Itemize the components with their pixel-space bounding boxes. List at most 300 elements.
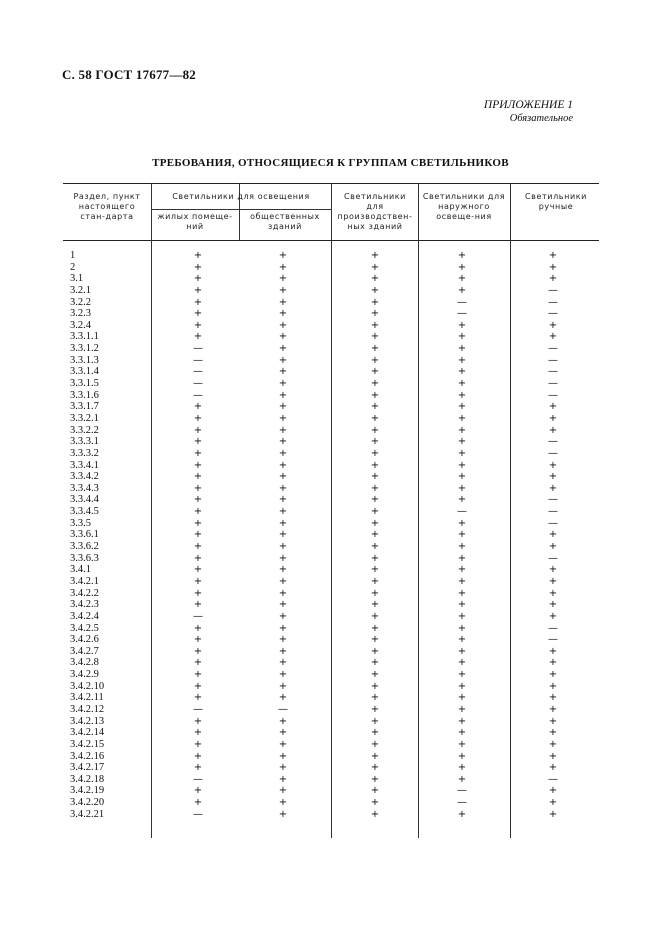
- handheld-cell: +: [548, 610, 558, 622]
- residential-cell: +: [193, 680, 203, 692]
- handheld-cell: +: [548, 645, 558, 657]
- public-cell: +: [278, 762, 288, 774]
- outdoor-cell: +: [457, 401, 467, 413]
- section-cell: 3.4.2.11: [70, 692, 104, 704]
- outdoor-cell: —: [457, 296, 467, 308]
- table-row: [63, 494, 599, 506]
- handheld-cell: +: [548, 750, 558, 762]
- public-cell: +: [278, 517, 288, 529]
- table-row: [63, 378, 599, 390]
- public-cell: +: [278, 436, 288, 448]
- public-cell: +: [278, 715, 288, 727]
- table-row: [63, 506, 599, 518]
- outdoor-cell: +: [457, 552, 467, 564]
- section-cell: 3.3.6.1: [70, 529, 99, 541]
- public-cell: +: [278, 354, 288, 366]
- section-cell: 3.3.3.2: [70, 447, 99, 459]
- residential-cell: —: [193, 773, 203, 785]
- public-cell: +: [278, 692, 288, 704]
- residential-cell: +: [193, 552, 203, 564]
- table-row: [63, 785, 599, 797]
- residential-cell: —: [193, 366, 203, 378]
- section-cell: 3.2.4: [70, 319, 91, 331]
- section-cell: 3.3.1.2: [70, 343, 99, 355]
- industrial-cell: +: [370, 343, 380, 355]
- section-cell: 3.4.2.2: [70, 587, 99, 599]
- industrial-cell: +: [370, 715, 380, 727]
- section-cell: 3.4.2.8: [70, 657, 99, 669]
- outdoor-cell: —: [457, 506, 467, 518]
- table-row: [63, 646, 599, 658]
- industrial-cell: +: [370, 599, 380, 611]
- section-cell: 3.4.2.3: [70, 599, 99, 611]
- section-cell: 3.3.4.1: [70, 459, 99, 471]
- outdoor-cell: +: [457, 319, 467, 331]
- residential-cell: +: [193, 273, 203, 285]
- section-cell: 3.1: [70, 273, 84, 285]
- table-row: [63, 448, 599, 460]
- table-row: [63, 425, 599, 437]
- section-cell: 3.2.2: [70, 296, 91, 308]
- table-row: [63, 390, 599, 402]
- col-header-outdoor: Светильники для наружного освеще-ния: [422, 192, 506, 221]
- table-row: [63, 716, 599, 728]
- residential-cell: —: [193, 343, 203, 355]
- outdoor-cell: +: [457, 424, 467, 436]
- public-cell: +: [278, 343, 288, 355]
- handheld-cell: +: [548, 331, 558, 343]
- outdoor-cell: +: [457, 459, 467, 471]
- public-cell: +: [278, 808, 288, 820]
- table-row: [63, 797, 599, 809]
- section-cell: 3.3.3.1: [70, 436, 99, 448]
- industrial-cell: +: [370, 703, 380, 715]
- residential-cell: —: [193, 703, 203, 715]
- handheld-cell: —: [548, 343, 558, 355]
- outdoor-cell: +: [457, 412, 467, 424]
- handheld-cell: +: [548, 250, 558, 261]
- table-row: [63, 774, 599, 786]
- residential-cell: +: [193, 657, 203, 669]
- public-cell: +: [278, 552, 288, 564]
- table-row: [63, 471, 599, 483]
- section-cell: 3.3.6.2: [70, 541, 99, 553]
- residential-cell: —: [193, 378, 203, 390]
- handheld-cell: +: [548, 564, 558, 576]
- residential-cell: +: [193, 645, 203, 657]
- table-row: [63, 599, 599, 611]
- industrial-cell: +: [370, 250, 380, 261]
- handheld-cell: +: [548, 575, 558, 587]
- handheld-cell: +: [548, 808, 558, 820]
- outdoor-cell: +: [457, 680, 467, 692]
- public-cell: +: [278, 273, 288, 285]
- table-row: [63, 529, 599, 541]
- residential-cell: +: [193, 319, 203, 331]
- outdoor-cell: +: [457, 471, 467, 483]
- table-row: [63, 297, 599, 309]
- section-cell: 3.3.1.3: [70, 354, 99, 366]
- section-cell: 3.3.4.5: [70, 506, 99, 518]
- outdoor-cell: +: [457, 250, 467, 261]
- industrial-cell: +: [370, 319, 380, 331]
- handheld-cell: +: [548, 669, 558, 681]
- handheld-cell: +: [548, 797, 558, 809]
- handheld-cell: —: [548, 284, 558, 296]
- table-row: [63, 355, 599, 367]
- residential-cell: +: [193, 331, 203, 343]
- section-cell: 3.3.6.3: [70, 552, 99, 564]
- table-row: [63, 320, 599, 332]
- handheld-cell: —: [548, 634, 558, 646]
- section-cell: 3.4.1: [70, 564, 91, 576]
- table-row: [63, 588, 599, 600]
- industrial-cell: +: [370, 517, 380, 529]
- residential-cell: +: [193, 471, 203, 483]
- handheld-cell: +: [548, 401, 558, 413]
- outdoor-cell: +: [457, 669, 467, 681]
- public-cell: +: [278, 378, 288, 390]
- table-row: [63, 401, 599, 413]
- residential-cell: +: [193, 401, 203, 413]
- outdoor-cell: +: [457, 273, 467, 285]
- outdoor-cell: +: [457, 622, 467, 634]
- industrial-cell: +: [370, 738, 380, 750]
- handheld-cell: +: [548, 412, 558, 424]
- public-cell: +: [278, 680, 288, 692]
- handheld-cell: —: [548, 773, 558, 785]
- table-row: [63, 669, 599, 681]
- residential-cell: +: [193, 575, 203, 587]
- residential-cell: +: [193, 261, 203, 273]
- industrial-cell: +: [370, 412, 380, 424]
- residential-cell: +: [193, 447, 203, 459]
- public-cell: +: [278, 785, 288, 797]
- industrial-cell: +: [370, 622, 380, 634]
- handheld-cell: +: [548, 273, 558, 285]
- col-header-indoor-group: Светильники для освещения: [172, 192, 310, 201]
- handheld-cell: —: [548, 552, 558, 564]
- col-header-industrial: Светильники для производствен-ных зданий: [337, 192, 413, 231]
- public-cell: +: [278, 645, 288, 657]
- outdoor-cell: +: [457, 517, 467, 529]
- section-cell: 3.3.1.5: [70, 378, 99, 390]
- table-row: [63, 809, 599, 821]
- outdoor-cell: +: [457, 343, 467, 355]
- public-cell: +: [278, 669, 288, 681]
- table-row: [63, 762, 599, 774]
- residential-cell: +: [193, 424, 203, 436]
- handheld-cell: +: [548, 703, 558, 715]
- industrial-cell: +: [370, 424, 380, 436]
- residential-cell: +: [193, 785, 203, 797]
- table-row: [63, 436, 599, 448]
- industrial-cell: +: [370, 389, 380, 401]
- public-cell: +: [278, 284, 288, 296]
- outdoor-cell: +: [457, 610, 467, 622]
- section-cell: 3.3.1.4: [70, 366, 99, 378]
- industrial-cell: +: [370, 750, 380, 762]
- industrial-cell: +: [370, 378, 380, 390]
- public-cell: +: [278, 308, 288, 320]
- outdoor-cell: +: [457, 284, 467, 296]
- public-cell: —: [278, 703, 288, 715]
- section-cell: 3.4.2.12: [70, 703, 105, 715]
- handheld-cell: +: [548, 692, 558, 704]
- residential-cell: +: [193, 762, 203, 774]
- table-row: [63, 273, 599, 285]
- handheld-cell: +: [548, 459, 558, 471]
- outdoor-cell: +: [457, 261, 467, 273]
- public-cell: +: [278, 424, 288, 436]
- outdoor-cell: +: [457, 657, 467, 669]
- handheld-cell: —: [548, 436, 558, 448]
- industrial-cell: +: [370, 634, 380, 646]
- outdoor-cell: +: [457, 331, 467, 343]
- industrial-cell: +: [370, 727, 380, 739]
- public-cell: +: [278, 447, 288, 459]
- outdoor-cell: +: [457, 634, 467, 646]
- residential-cell: —: [193, 610, 203, 622]
- outdoor-cell: +: [457, 750, 467, 762]
- col-header-section: Раздел, пункт настоящего стан-дарта: [73, 192, 141, 221]
- section-cell: 3.4.2.17: [70, 762, 105, 774]
- table-row: [63, 634, 599, 646]
- industrial-cell: +: [370, 552, 380, 564]
- table-row: [63, 727, 599, 739]
- section-cell: 3.4.2.5: [70, 622, 99, 634]
- industrial-cell: +: [370, 308, 380, 320]
- public-cell: +: [278, 587, 288, 599]
- handheld-cell: —: [548, 622, 558, 634]
- table-row: [63, 692, 599, 704]
- industrial-cell: +: [370, 354, 380, 366]
- col-header-handheld: Светильники ручные: [525, 192, 587, 211]
- table-row: [63, 343, 599, 355]
- outdoor-cell: +: [457, 587, 467, 599]
- outdoor-cell: +: [457, 447, 467, 459]
- outdoor-cell: +: [457, 564, 467, 576]
- industrial-cell: +: [370, 680, 380, 692]
- table-row: [63, 250, 599, 262]
- handheld-cell: +: [548, 424, 558, 436]
- table-row: [63, 751, 599, 763]
- industrial-cell: +: [370, 785, 380, 797]
- public-cell: +: [278, 412, 288, 424]
- residential-cell: —: [193, 808, 203, 820]
- handheld-cell: +: [548, 657, 558, 669]
- residential-cell: —: [193, 354, 203, 366]
- outdoor-cell: —: [457, 785, 467, 797]
- table-row: [63, 611, 599, 623]
- section-cell: 3.4.2.19: [70, 785, 105, 797]
- industrial-cell: +: [370, 773, 380, 785]
- table-row: [63, 308, 599, 320]
- residential-cell: +: [193, 494, 203, 506]
- handheld-cell: +: [548, 471, 558, 483]
- outdoor-cell: +: [457, 529, 467, 541]
- industrial-cell: +: [370, 808, 380, 820]
- table-body: [63, 250, 599, 820]
- section-cell: 3.4.2.16: [70, 750, 105, 762]
- table-row: [63, 331, 599, 343]
- public-cell: +: [278, 506, 288, 518]
- public-cell: +: [278, 389, 288, 401]
- public-cell: +: [278, 797, 288, 809]
- industrial-cell: +: [370, 575, 380, 587]
- outdoor-cell: +: [457, 762, 467, 774]
- table-row: [63, 262, 599, 274]
- residential-cell: +: [193, 622, 203, 634]
- handheld-cell: —: [548, 296, 558, 308]
- outdoor-cell: +: [457, 703, 467, 715]
- residential-cell: +: [193, 436, 203, 448]
- section-cell: 3.3.1.6: [70, 389, 99, 401]
- outdoor-cell: +: [457, 727, 467, 739]
- public-cell: +: [278, 459, 288, 471]
- industrial-cell: +: [370, 273, 380, 285]
- residential-cell: +: [193, 541, 203, 553]
- section-cell: 3.4.2.13: [70, 715, 105, 727]
- residential-cell: +: [193, 250, 203, 261]
- residential-cell: +: [193, 517, 203, 529]
- outdoor-cell: —: [457, 308, 467, 320]
- handheld-cell: +: [548, 738, 558, 750]
- residential-cell: +: [193, 529, 203, 541]
- public-cell: +: [278, 750, 288, 762]
- public-cell: +: [278, 319, 288, 331]
- residential-cell: +: [193, 412, 203, 424]
- section-cell: 3.4.2.15: [70, 738, 105, 750]
- residential-cell: +: [193, 750, 203, 762]
- table-row: [63, 285, 599, 297]
- outdoor-cell: +: [457, 354, 467, 366]
- table-row: [63, 413, 599, 425]
- industrial-cell: +: [370, 645, 380, 657]
- section-cell: 3.4.2.10: [70, 680, 105, 692]
- section-cell: 3.3.2.1: [70, 412, 99, 424]
- handheld-cell: +: [548, 319, 558, 331]
- public-cell: +: [278, 634, 288, 646]
- table-row: [63, 623, 599, 635]
- industrial-cell: +: [370, 657, 380, 669]
- table-row: [63, 564, 599, 576]
- page-header: С. 58 ГОСТ 17677—82: [62, 67, 196, 82]
- industrial-cell: +: [370, 436, 380, 448]
- outdoor-cell: +: [457, 645, 467, 657]
- table-subheader-rule: [151, 209, 331, 210]
- residential-cell: +: [193, 692, 203, 704]
- handheld-cell: +: [548, 715, 558, 727]
- appendix-title: ПРИЛОЖЕНИЕ 1: [483, 99, 573, 111]
- industrial-cell: +: [370, 669, 380, 681]
- public-cell: +: [278, 575, 288, 587]
- public-cell: +: [278, 331, 288, 343]
- handheld-cell: —: [548, 389, 558, 401]
- handheld-cell: —: [548, 517, 558, 529]
- industrial-cell: +: [370, 482, 380, 494]
- appendix-subtitle: Обязательное: [509, 113, 573, 124]
- section-cell: 1: [70, 250, 76, 261]
- industrial-cell: +: [370, 296, 380, 308]
- outdoor-cell: +: [457, 738, 467, 750]
- table-row: [63, 518, 599, 530]
- table-row: [63, 541, 599, 553]
- table-row: [63, 739, 599, 751]
- col-header-public: общественных зданий: [250, 212, 320, 231]
- residential-cell: +: [193, 715, 203, 727]
- section-cell: 3.3.1.1: [70, 331, 99, 343]
- public-cell: +: [278, 622, 288, 634]
- public-cell: +: [278, 366, 288, 378]
- section-cell: 3.4.2.18: [70, 773, 105, 785]
- section-cell: 3.4.2.9: [70, 669, 99, 681]
- outdoor-cell: +: [457, 773, 467, 785]
- residential-cell: +: [193, 482, 203, 494]
- section-cell: 3.4.2.21: [70, 808, 105, 820]
- industrial-cell: +: [370, 610, 380, 622]
- public-cell: +: [278, 261, 288, 273]
- industrial-cell: +: [370, 692, 380, 704]
- table-row: [63, 483, 599, 495]
- residential-cell: +: [193, 738, 203, 750]
- residential-cell: +: [193, 296, 203, 308]
- residential-cell: +: [193, 797, 203, 809]
- col-header-residential: жилых помеще-ний: [157, 212, 233, 231]
- section-cell: 3.3.1.7: [70, 401, 99, 413]
- section-cell: 3.4.2.14: [70, 727, 105, 739]
- handheld-cell: —: [548, 506, 558, 518]
- handheld-cell: —: [548, 308, 558, 320]
- public-cell: +: [278, 564, 288, 576]
- outdoor-cell: +: [457, 808, 467, 820]
- outdoor-cell: +: [457, 575, 467, 587]
- handheld-cell: +: [548, 529, 558, 541]
- handheld-cell: —: [548, 494, 558, 506]
- handheld-cell: +: [548, 785, 558, 797]
- public-cell: +: [278, 773, 288, 785]
- industrial-cell: +: [370, 797, 380, 809]
- handheld-cell: +: [548, 762, 558, 774]
- industrial-cell: +: [370, 506, 380, 518]
- outdoor-cell: +: [457, 366, 467, 378]
- section-cell: 3.4.2.6: [70, 634, 99, 646]
- residential-cell: +: [193, 564, 203, 576]
- outdoor-cell: +: [457, 692, 467, 704]
- public-cell: +: [278, 471, 288, 483]
- outdoor-cell: +: [457, 482, 467, 494]
- public-cell: +: [278, 599, 288, 611]
- outdoor-cell: —: [457, 797, 467, 809]
- residential-cell: +: [193, 459, 203, 471]
- industrial-cell: +: [370, 447, 380, 459]
- table-row: [63, 704, 599, 716]
- industrial-cell: +: [370, 587, 380, 599]
- industrial-cell: +: [370, 471, 380, 483]
- handheld-cell: +: [548, 727, 558, 739]
- section-cell: 3.3.4.2: [70, 471, 99, 483]
- handheld-cell: —: [548, 354, 558, 366]
- handheld-cell: —: [548, 447, 558, 459]
- industrial-cell: +: [370, 366, 380, 378]
- industrial-cell: +: [370, 401, 380, 413]
- public-cell: +: [278, 541, 288, 553]
- section-cell: 3.4.2.20: [70, 797, 105, 809]
- section-cell: 3.3.4.3: [70, 482, 99, 494]
- table-row: [63, 657, 599, 669]
- section-cell: 3.3.2.2: [70, 424, 99, 436]
- industrial-cell: +: [370, 529, 380, 541]
